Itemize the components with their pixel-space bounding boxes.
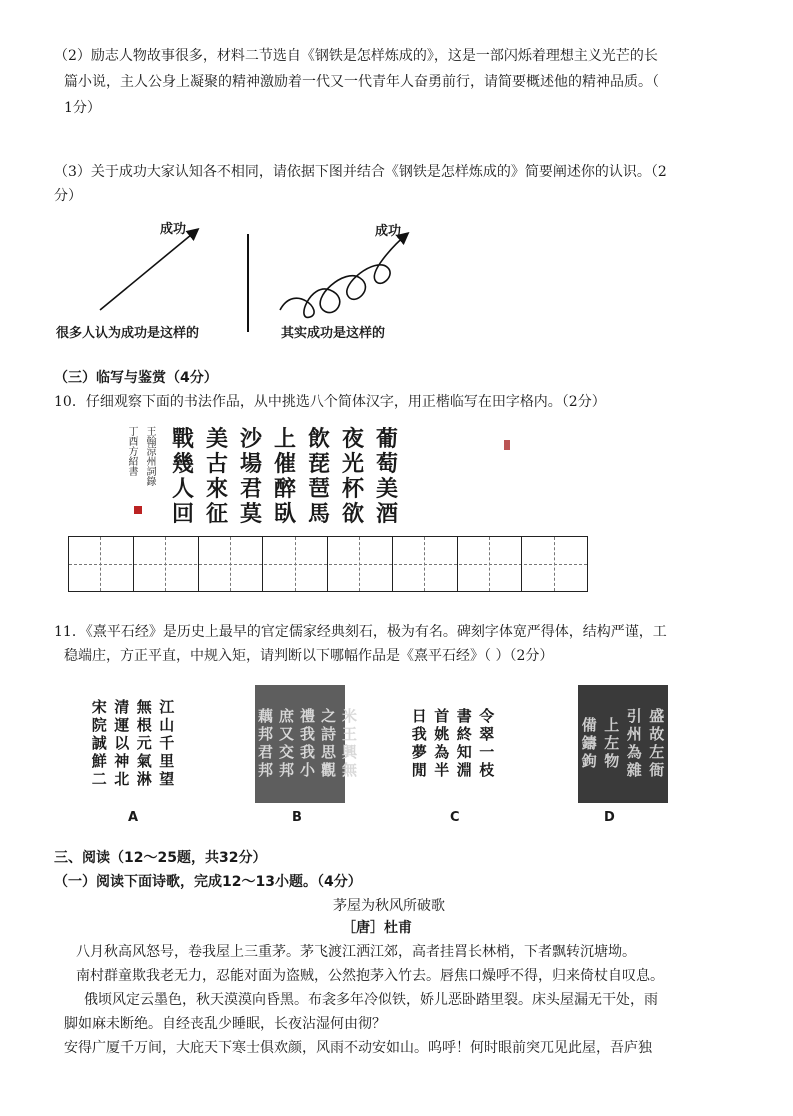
- sample-column: 藕邦君邦: [256, 708, 274, 780]
- q2-line-3: 1分）: [64, 100, 101, 116]
- corner-seal: [504, 440, 510, 450]
- right-caption: 其实成功是这样的: [281, 326, 386, 341]
- sample-label-c: C: [450, 810, 460, 825]
- grid-box-5-right[interactable]: [360, 537, 392, 591]
- calligraphy-sample-c[interactable]: [408, 685, 498, 803]
- grid-box-3-left[interactable]: [199, 537, 231, 591]
- spiral-arrow: [280, 234, 407, 317]
- writing-grid[interactable]: [68, 536, 588, 592]
- q2-line-2: 篇小说，主人公身上凝聚的精神激励着一代又一代青年人奋勇前行，请简要概述他的精神品质。（: [64, 74, 659, 90]
- grid-box-4-left[interactable]: [263, 537, 295, 591]
- grid-box-4-right[interactable]: [296, 537, 328, 591]
- grid-box-5-left[interactable]: [328, 537, 360, 591]
- grid-box-2-right[interactable]: [166, 537, 198, 591]
- sample-column: 禮我我小: [298, 708, 316, 780]
- straight-arrow: [100, 230, 197, 310]
- calligraphy-sample-d[interactable]: [578, 685, 668, 803]
- grid-box-8-left[interactable]: [522, 537, 554, 591]
- sample-column: 庶又交邦: [277, 708, 295, 780]
- sample-column: 之詩思觀: [319, 708, 337, 780]
- sample-label-d: D: [604, 810, 615, 825]
- sample-column: 清運以神北: [112, 699, 131, 789]
- grid-box-6-left[interactable]: [393, 537, 425, 591]
- poem-title: 茅屋为秋风所破歌: [333, 898, 445, 914]
- q11-line-2: 稳端庄，方正平直，中规入矩，请判断以下哪幅作品是《熹平石经》（ ）（2分）: [64, 648, 554, 664]
- success-diagram: [55, 212, 425, 342]
- sample-column: 江山千里望: [157, 699, 176, 789]
- calligraphy-inscription-1: 丁酉方紹書: [126, 426, 137, 476]
- q3-line-2: 分）: [54, 188, 82, 204]
- calligraphy-inscription-2: 王翰涼州詞錄: [144, 426, 155, 486]
- seal-stamp: [134, 506, 142, 514]
- section-heading-reading: 三、阅读（12～25题，共32分）: [54, 850, 267, 866]
- q11-line-1: 11．《熹平石经》是历史上最早的官定儒家经典刻石，极为有名。碑刻字体宽严得体，结构严谨，工: [54, 624, 667, 640]
- poem-paragraph-4: 安得广厦千万间，大庇天下寒士俱欢颜，风雨不动安如山。呜呼！何时眼前突兀见此屋，吾庐独: [64, 1040, 652, 1056]
- sample-column: 宋院誠鮮二: [89, 699, 108, 789]
- grid-box-2-left[interactable]: [134, 537, 166, 591]
- calligraphy-row-3: 人來君醉琶杯美: [172, 476, 411, 502]
- left-caption: 很多人认为成功是这样的: [56, 326, 200, 341]
- sample-column: 備鑄鉤: [579, 717, 598, 771]
- calligraphy-sample-b[interactable]: [255, 685, 358, 803]
- section-heading-calligraphy: （三）临写与鉴赏（4分）: [54, 370, 218, 386]
- grid-box-7-left[interactable]: [458, 537, 490, 591]
- sample-column: 盛故左衙: [647, 708, 666, 780]
- sample-column: 無根元氣淋: [134, 699, 153, 789]
- right-success-label: 成功: [375, 224, 402, 239]
- sample-column: 日我夢閒: [409, 708, 428, 780]
- sample-column: 令翠一枝: [477, 708, 496, 780]
- poem-paragraph-2: 南村群童欺我老无力，忍能对面为盗贼，公然抱茅入竹去。唇焦口燥呼不得，归来倚杖自叹息。: [76, 968, 664, 984]
- poem-author: ［唐］杜甫: [342, 920, 412, 936]
- sample-column: 書終知淵: [454, 708, 473, 780]
- grid-box-3-right[interactable]: [231, 537, 263, 591]
- calligraphy-sample-a[interactable]: [88, 685, 178, 803]
- left-success-label: 成功: [160, 222, 187, 237]
- calligraphy-row-2: 幾古場催琵光萄: [172, 451, 411, 477]
- sample-label-a: A: [128, 810, 139, 825]
- poem-paragraph-3b: 脚如麻未断绝。自经丧乱少睡眠，长夜沾湿何由彻？: [64, 1016, 386, 1032]
- calligraphy-row-4: 回征莫臥馬欲酒: [172, 501, 411, 527]
- calligraphy-row-1: 戰美沙上飲夜葡: [172, 426, 411, 452]
- reading-subheading: （一）阅读下面诗歌，完成12～13小题。（4分）: [54, 874, 362, 890]
- grid-box-8-right[interactable]: [555, 537, 587, 591]
- poem-paragraph-3a: 俄顷风定云墨色，秋天漠漠向昏黑。布衾多年冷似铁，娇儿恶卧踏里裂。床头屋漏无干处，雨: [84, 992, 658, 1008]
- calligraphy-artwork: [120, 422, 512, 527]
- sample-column: 上左物: [602, 717, 621, 771]
- q10-text: 10．仔细观察下面的书法作品，从中挑选八个简体汉字，用正楷临写在田字格内。（2分）: [54, 394, 606, 410]
- q2-line-1: （2）励志人物故事很多，材料二节选自《钢铁是怎样炼成的》，这是一部闪烁着理想主义光芒的长: [54, 48, 658, 64]
- grid-box-1-left[interactable]: [69, 537, 101, 591]
- grid-box-6-right[interactable]: [425, 537, 457, 591]
- poem-paragraph-1: 八月秋高风怒号，卷我屋上三重茅。茅飞渡江洒江郊，高者挂罥长林梢，下者飘转沉塘坳。: [76, 944, 636, 960]
- sample-column: 米王興無: [340, 708, 358, 780]
- sample-column: 引州為雜: [624, 708, 643, 780]
- q3-line-1: （3）关于成功大家认知各不相同，请依据下图并结合《钢铁是怎样炼成的》简要阐述你的认识。（2: [54, 164, 667, 180]
- grid-box-7-right[interactable]: [490, 537, 522, 591]
- sample-column: 首姚為半: [432, 708, 451, 780]
- sample-label-b: B: [292, 810, 302, 825]
- grid-box-1-right[interactable]: [101, 537, 133, 591]
